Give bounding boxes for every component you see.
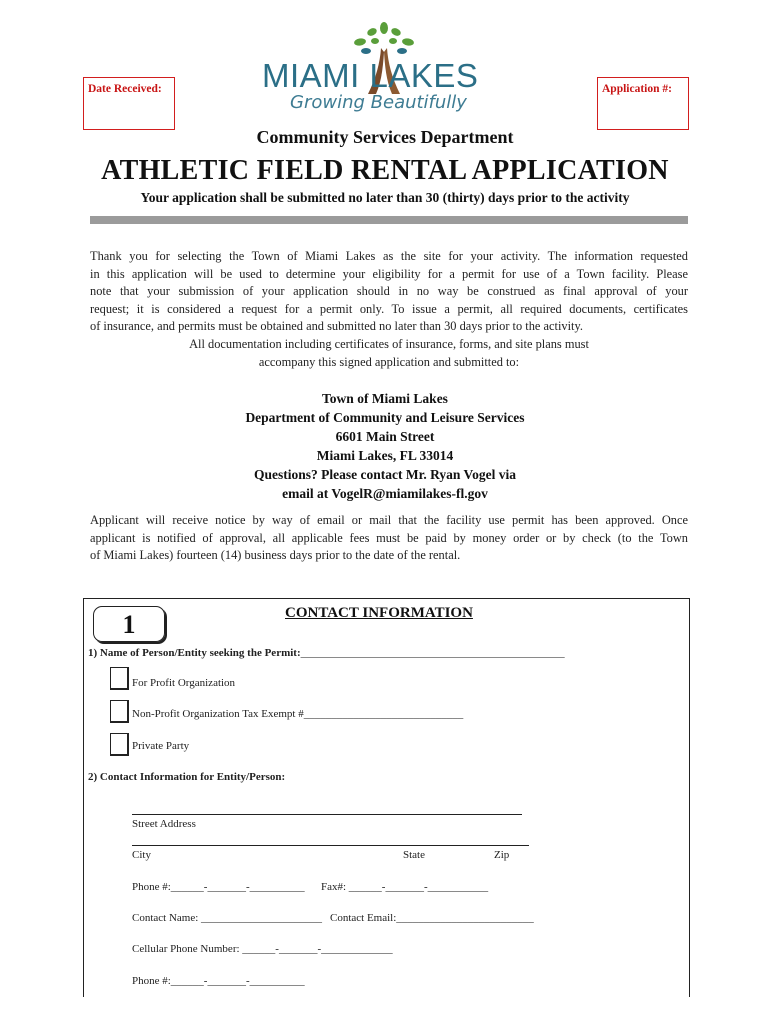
mailing-address [0, 389, 770, 503]
secondary-phone-field[interactable]: Phone #:______-_______-__________ [132, 975, 305, 987]
street-address-label: Street Address [132, 818, 196, 830]
department-heading: Community Services Department [256, 127, 514, 147]
contact-info-question: 2) Contact Information for Entity/Person: [88, 771, 286, 783]
private-party-checkbox[interactable] [110, 733, 129, 756]
section-title: CONTACT INFORMATION [285, 605, 473, 621]
state-label: State [403, 849, 425, 861]
fax-field[interactable]: Fax#: ______-_______-___________ [321, 881, 489, 893]
intro-line: Thank you for selecting the Town of Miami Lakes as the site for your activity. The information requested [90, 249, 688, 263]
private-party-label: Private Party [132, 740, 190, 752]
section-number: 1 [122, 610, 136, 639]
contact-email-line: email at VogelR@miamilakes-fl.gov [282, 486, 488, 501]
non-profit-label[interactable]: Non-Profit Organization Tax Exempt #_____________________________ [132, 708, 464, 720]
entity-name-field[interactable]: ________________________________________________ [300, 647, 565, 659]
non-profit-checkbox[interactable] [110, 700, 129, 723]
contact-email-field[interactable]: Contact Email:_________________________ [330, 912, 534, 924]
notice-line: of Miami Lakes) fourteen (14) business days prior to the date of the rental. [90, 548, 461, 563]
city-label: City [132, 849, 151, 861]
page-title: ATHLETIC FIELD RENTAL APPLICATION [101, 155, 669, 186]
for-profit-checkbox[interactable] [110, 667, 129, 690]
address-line: Town of Miami Lakes [322, 391, 448, 406]
logo-wordmark: MIAMI LAKES [262, 57, 479, 94]
contact-name-field[interactable]: Contact Name: ______________________ [132, 912, 323, 924]
application-number-label: Application #: [602, 83, 672, 95]
logo-tagline: Growing Beautifully [290, 92, 467, 113]
documentation-note [90, 336, 688, 371]
address-line: Questions? Please contact Mr. Ryan Vogel via [254, 467, 516, 482]
entity-name-question [88, 647, 565, 659]
intro-line: request; it is considered a request for a permit only. To issue a permit, all required documents, certificates [90, 301, 688, 316]
date-received-label: Date Received: [88, 83, 162, 95]
intro-line: of insurance, and permits must be obtained and submitted no later than 30 days prior to the activity. [90, 319, 583, 334]
intro-line: in this application will be used to determine your eligibility for a permit for use of a Town facility. Please [90, 266, 688, 281]
divider-bar [90, 216, 688, 224]
documentation-line: accompany this signed application and submitted to: [258, 354, 520, 369]
zip-label: Zip [494, 849, 510, 861]
address-line: Miami Lakes, FL 33014 [316, 448, 454, 463]
notice-line: applicant is notified of approval, all applicable fees must be paid by money order or by check (to the Town [90, 530, 688, 545]
page-subtitle: Your application shall be submitted no later than 30 (thirty) days prior to the activity [140, 190, 630, 205]
intro-line: note that your submission of your application should in no way be construed as final approval of your [90, 284, 688, 299]
notice-line: Applicant will receive notice by way of email or mail that the facility use permit has been approved. Once [90, 513, 688, 527]
section-number-badge [93, 606, 165, 642]
entity-name-label: 1) Name of Person/Entity seeking the Permit: [88, 647, 301, 659]
documentation-line: All documentation including certificates of insurance, forms, and site plans must [189, 337, 589, 351]
for-profit-label: For Profit Organization [132, 677, 236, 689]
phone-field[interactable]: Phone #:______-_______-__________ [132, 881, 305, 893]
approval-notice [90, 512, 688, 565]
street-address-field[interactable] [132, 814, 522, 815]
intro-paragraph [90, 248, 688, 336]
address-line: Department of Community and Leisure Services [245, 410, 525, 425]
address-line: 6601 Main Street [335, 429, 435, 444]
city-state-zip-field[interactable] [132, 845, 529, 846]
cell-phone-field[interactable]: Cellular Phone Number: ______-_______-_____________ [132, 943, 393, 955]
